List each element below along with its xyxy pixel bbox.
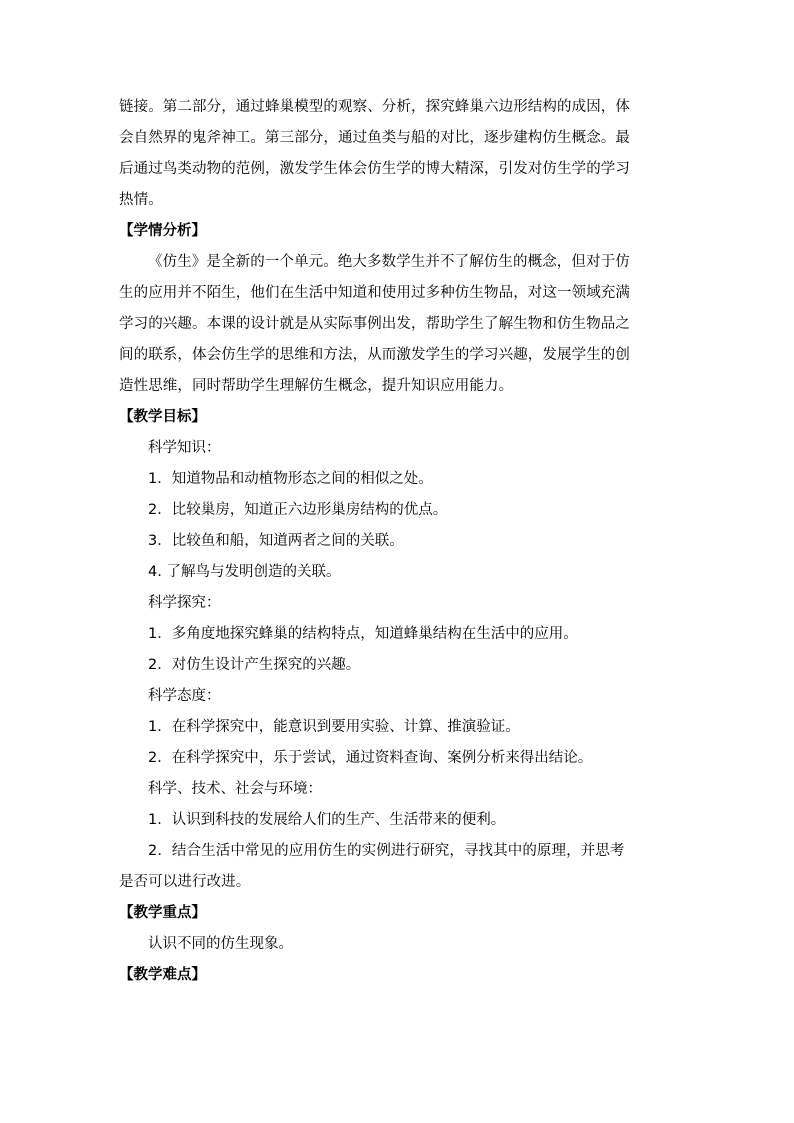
intro-line: 链接。第二部分，通过蜂巢模型的观察、分析，探究蜂巢六边形结构的成因，体	[119, 99, 630, 115]
student-analysis-line: 学习的兴趣。本课的设计就是从实际事例出发，帮助学生了解生物和仿生物品之	[119, 316, 630, 332]
heading-difficulties: 【教学难点】	[119, 967, 206, 983]
goal-label-inquiry: 科学探究：	[148, 595, 221, 611]
intro-line: 后通过鸟类动物的范例，激发学生体会仿生学的博大精深，引发对仿生学的学习	[119, 161, 630, 177]
goal-item: 1．在科学探究中，能意识到要用实验、计算、推演验证。	[148, 719, 520, 735]
document-content	[119, 92, 679, 991]
goal-label-knowledge: 科学知识：	[148, 440, 221, 456]
intro-paragraph	[119, 92, 679, 216]
goal-item: 2．对仿生设计产生探究的兴趣。	[148, 657, 361, 673]
student-analysis-line: 间的联系，体会仿生学的思维和方法，从而激发学生的学习兴趣，发展学生的创	[119, 347, 630, 363]
heading-teaching-goals: 【教学目标】	[119, 409, 206, 425]
heading-key-points: 【教学重点】	[119, 905, 206, 921]
student-analysis-line: 造性思维，同时帮助学生理解仿生概念，提升知识应用能力。	[119, 378, 514, 394]
goal-item: 2．比较巢房，知道正六边形巢房结构的优点。	[148, 502, 448, 518]
goal-item: 1．知道物品和动植物形态之间的相似之处。	[148, 471, 433, 487]
student-analysis-line: 《仿生》是全新的一个单元。绝大多数学生并不了解仿生的概念，但对于仿	[148, 254, 630, 270]
goal-item: 2．在科学探究中，乐于尝试，通过资料查询、案例分析来得出结论。	[148, 750, 593, 766]
student-analysis-paragraph	[119, 247, 679, 402]
goal-label-attitude: 科学态度：	[148, 688, 221, 704]
goal-item: 4. 了解鸟与发明创造的关联。	[148, 564, 341, 580]
heading-student-analysis: 【学情分析】	[119, 223, 206, 239]
goal-item: 1．多角度地探究蜂巢的结构特点，知道蜂巢结构在生活中的应用。	[148, 626, 578, 642]
key-points-text: 认识不同的仿生现象。	[148, 936, 293, 952]
goal-item: 1．认识到科技的发展给人们的生产、生活带来的便利。	[148, 812, 506, 828]
intro-line: 热情。	[119, 192, 163, 208]
intro-line: 会自然界的鬼斧神工。第三部分，通过鱼类与船的对比，逐步建构仿生概念。最	[119, 130, 630, 146]
goal-item-line: 2．结合生活中常见的应用仿生的实例进行研究，寻找其中的原理，并思考	[148, 843, 625, 859]
goal-label-sts: 科学、技术、社会与环境：	[148, 781, 322, 797]
student-analysis-line: 生的应用并不陌生，他们在生活中知道和使用过多种仿生物品，对这一领域充满	[119, 285, 630, 301]
goal-item-long	[119, 836, 679, 898]
goal-item-line: 是否可以进行改进。	[119, 874, 251, 890]
goal-item: 3．比较鱼和船，知道两者之间的关联。	[148, 533, 404, 549]
